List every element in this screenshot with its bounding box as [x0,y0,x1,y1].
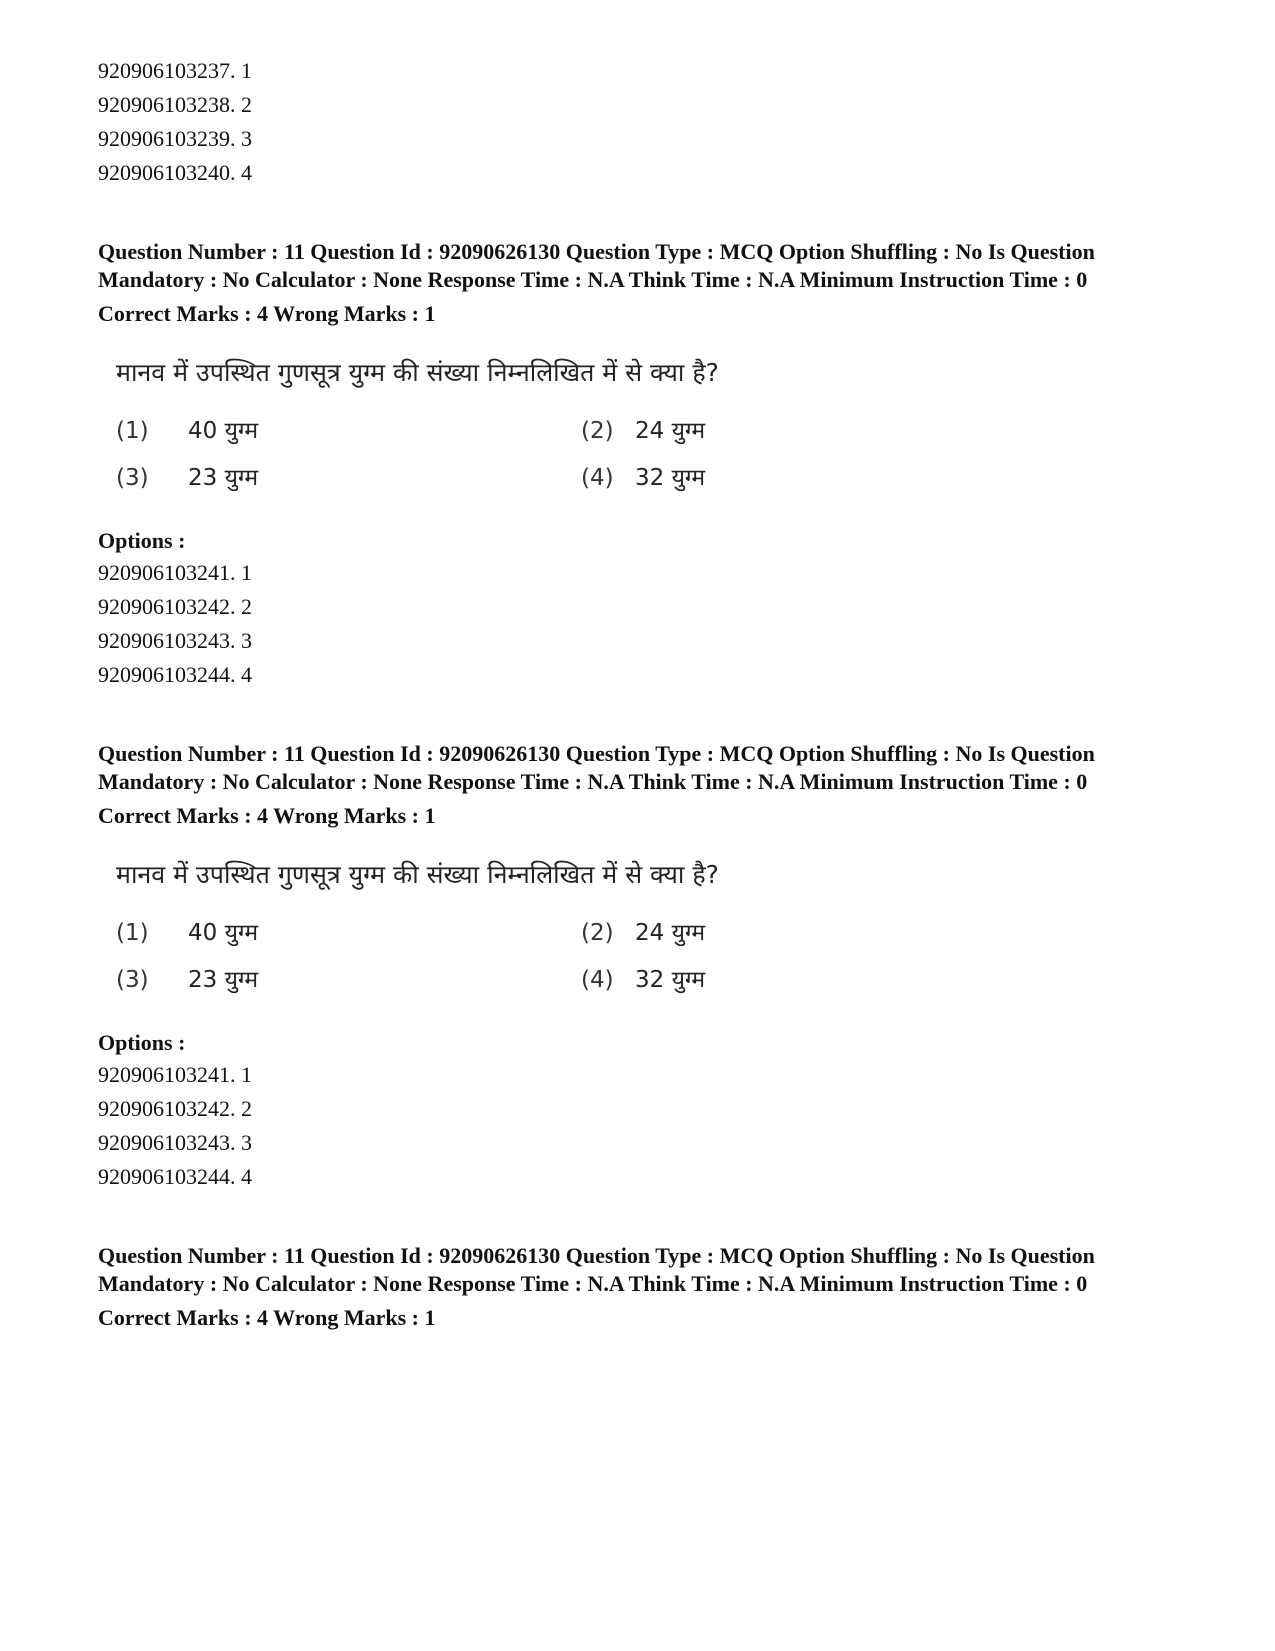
choice-4 [581,463,705,493]
question-block-1 [98,238,1178,692]
option-line: 920906103241. 1 [98,560,252,585]
choice-3 [116,965,258,995]
choice-text: 24 युग्म [635,920,706,946]
option-line: 920906103243. 3 [98,1130,252,1155]
document-page [98,54,1178,1332]
option-line: 920906103244. 4 [98,1164,252,1189]
options-label: Options : [98,528,186,553]
choice-text: 23 युग्म [188,967,259,993]
question-marks: Correct Marks : 4 Wrong Marks : 1 [98,1305,436,1330]
choice-number: (2) [581,418,614,444]
choice-number: (3) [116,967,149,993]
choice-text: 32 युग्म [635,967,706,993]
question-marks: Correct Marks : 4 Wrong Marks : 1 [98,803,436,828]
option-line: 920906103243. 3 [98,628,252,653]
choice-text: 23 युग्म [188,465,259,491]
option-line: 920906103239. 3 [98,126,252,151]
choice-number: (4) [581,465,614,491]
choice-text: 40 युग्म [188,418,259,444]
option-line: 920906103237. 1 [98,58,252,83]
question-text: मानव में उपस्थित गुणसूत्र युग्म की संख्या निम्नलिखित में से क्या है? [116,358,719,387]
choice-1 [116,918,258,948]
question-block-2 [98,740,1178,1194]
choice-2 [581,416,705,446]
choice-text: 24 युग्म [635,418,706,444]
choice-4 [581,965,705,995]
top-options-list [98,54,1178,190]
option-line: 920906103242. 2 [98,594,252,619]
question-marks: Correct Marks : 4 Wrong Marks : 1 [98,301,436,326]
option-line: 920906103238. 2 [98,92,252,117]
choice-text: 32 युग्म [635,465,706,491]
option-line: 920906103240. 4 [98,160,252,185]
question-block-3 [98,1242,1178,1332]
question-meta: Question Number : 11 Question Id : 92090626130 Question Type : MCQ Option Shuffling : No Is Question Mandatory : No Calculator : None Response Time : N.A Think Time : N.A Minimum Instruction Time : 0 [98,239,1095,292]
options-label: Options : [98,1030,186,1055]
question-meta: Question Number : 11 Question Id : 92090626130 Question Type : MCQ Option Shuffling : No Is Question Mandatory : No Calculator : None Response Time : N.A Think Time : N.A Minimum Instruction Time : 0 [98,741,1095,794]
choice-3 [116,463,258,493]
choice-text: 40 युग्म [188,920,259,946]
option-line: 920906103241. 1 [98,1062,252,1087]
choice-number: (1) [116,418,149,444]
choice-number: (4) [581,967,614,993]
question-content [116,344,756,514]
question-text: मानव में उपस्थित गुणसूत्र युग्म की संख्या निम्नलिखित में से क्या है? [116,860,719,889]
choice-number: (2) [581,920,614,946]
option-line: 920906103242. 2 [98,1096,252,1121]
choice-number: (1) [116,920,149,946]
option-line: 920906103244. 4 [98,662,252,687]
choice-1 [116,416,258,446]
choice-number: (3) [116,465,149,491]
choice-2 [581,918,705,948]
question-meta: Question Number : 11 Question Id : 92090626130 Question Type : MCQ Option Shuffling : No Is Question Mandatory : No Calculator : None Response Time : N.A Think Time : N.A Minimum Instruction Time : 0 [98,1243,1095,1296]
question-content [116,846,756,1016]
